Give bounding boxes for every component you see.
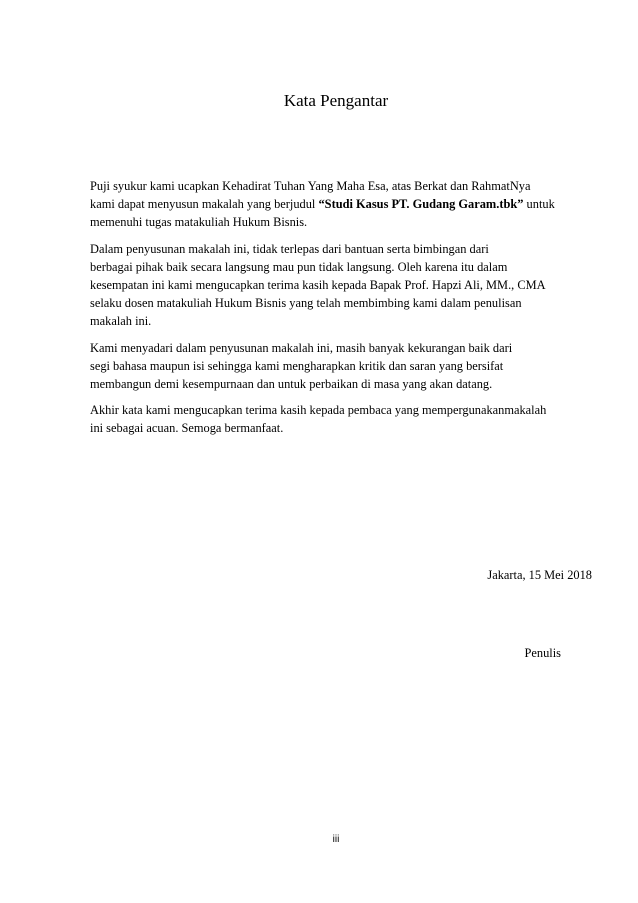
text-run: segi bahasa maupun isi sehingga kami mengharapkan kritik dan saran yang bersifat (90, 358, 504, 373)
place-date: Jakarta, 15 Mei 2018 (487, 568, 592, 582)
text-line (90, 375, 610, 393)
text-run: Akhir kata kami mengucapkan terima kasih kepada pembaca yang mempergunakanmakalah (90, 403, 547, 418)
page-title: Kata Pengantar (283, 91, 389, 110)
text-line (90, 401, 610, 419)
text-run: makalah ini. (90, 314, 152, 329)
paragraph-4 (90, 401, 610, 437)
writer-signature-label: Penulis (524, 646, 561, 660)
text-run: Dalam penyusunan makalah ini, tidak terlepas dari bantuan serta bimbingan dari (90, 241, 489, 256)
text-line (90, 177, 610, 195)
paragraph-3 (90, 339, 610, 394)
text-line (90, 240, 610, 258)
text-line (90, 258, 610, 276)
text-run: membangun demi kesempurnaan dan untuk perbaikan di masa yang akan datang. (90, 377, 493, 392)
text-run: memenuhi tugas matakuliah Hukum Bisnis. (90, 215, 308, 230)
paragraph-2 (90, 240, 610, 331)
paragraph-1 (90, 177, 610, 232)
text-run: berbagai pihak baik secara langsung mau pun tidak langsung. Oleh karena itu dalam (90, 259, 508, 274)
text-run: ini sebagai acuan. Semoga bermanfaat. (90, 421, 284, 436)
text-line (90, 339, 610, 357)
text-run: Kami menyadari dalam penyusunan makalah ini, masih banyak kekurangan baik dari (90, 340, 513, 355)
paper-title-bold: “Studi Kasus PT. Gudang Garam.tbk” (318, 197, 524, 212)
text-run: selaku dosen matakuliah Hukum Bisnis yang telah membimbing kami dalam penulisan (90, 296, 522, 311)
text-run: untuk (523, 197, 555, 212)
text-run: kami dapat menyusun makalah yang berjudul (90, 197, 319, 212)
text-line (90, 419, 610, 437)
text-line (90, 195, 610, 213)
text-run: Puji syukur kami ucapkan Kehadirat Tuhan Yang Maha Esa, atas Berkat dan RahmatNya (90, 179, 531, 193)
body-text (90, 177, 610, 446)
text-line (90, 276, 610, 294)
text-line (90, 357, 610, 375)
text-line (90, 294, 610, 312)
text-line (90, 213, 610, 231)
text-line (90, 312, 610, 330)
page-number: iii (332, 834, 340, 845)
text-run: kesempatan ini kami mengucapkan terima kasih kepada Bapak Prof. Hapzi Ali, MM., CMA (90, 278, 546, 293)
